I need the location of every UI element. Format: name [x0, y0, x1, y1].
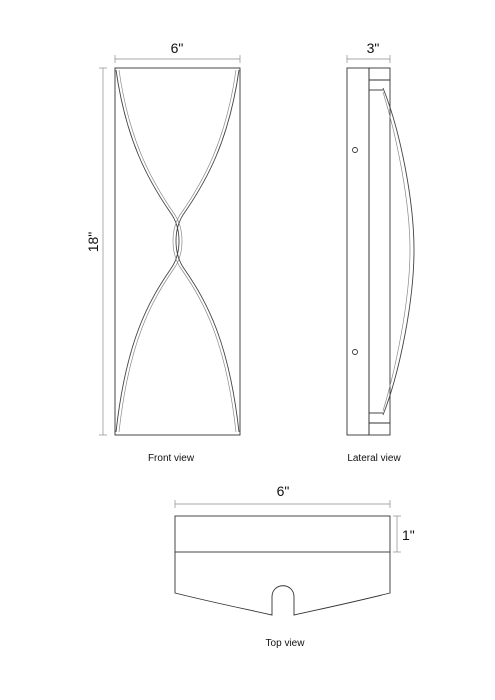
front-width-label: 6": [170, 40, 184, 56]
lateral-screw-top: [353, 148, 358, 153]
lateral-screw-bottom: [353, 350, 358, 355]
top-width-label: 6": [276, 483, 290, 499]
front-view-caption: Front view: [147, 453, 195, 464]
top-height-label: 1": [402, 527, 415, 543]
lateral-view: [347, 40, 414, 464]
top-view: [175, 483, 415, 649]
lateral-depth-label: 3": [366, 40, 380, 56]
top-view-caption: Top view: [265, 638, 305, 649]
lateral-view-caption: Lateral view: [347, 453, 401, 464]
lateral-depth-dimension: [347, 40, 390, 63]
lateral-mount-block: [369, 68, 390, 435]
front-view: [85, 40, 240, 464]
front-height-label: 18": [85, 231, 101, 253]
front-right-curve: [176, 70, 239, 432]
front-width-dimension: [115, 40, 240, 63]
top-diffuser-outline: [175, 552, 390, 615]
lateral-front-profile: [383, 88, 414, 415]
lateral-backplate: [347, 68, 369, 435]
top-height-dimension: [393, 516, 415, 552]
top-width-dimension: [175, 483, 390, 508]
top-backplate: [175, 516, 390, 552]
front-body: [115, 68, 240, 435]
front-left-curve: [116, 70, 179, 432]
front-height-dimension: [85, 68, 107, 435]
